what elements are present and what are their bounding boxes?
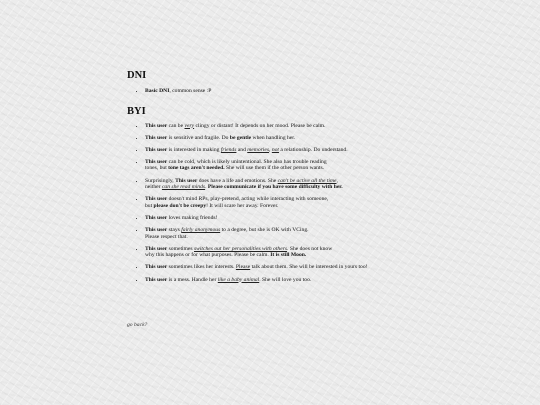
link-memories[interactable]: memories — [247, 146, 270, 153]
go-back-link[interactable]: go back? — [127, 322, 148, 328]
list-item: • This user sometimes likes her interests. Please talk about them. She will be interested in yours too! — [145, 264, 427, 271]
byi-list — [127, 123, 427, 284]
list-item: • This user stays fairly anonymous to a degree, but she is OK with VCing. Please respect that. — [145, 227, 427, 240]
link-friends[interactable]: friends — [220, 146, 237, 153]
byi-heading: BYI — [127, 105, 146, 117]
list-item: • This user can be very clingy or distant! It depends on her mood. Please be calm. — [145, 123, 427, 130]
link-switches-personalities[interactable]: switches out her personalities with others — [193, 245, 288, 252]
list-item: • This user can be cold, which is likely unintentional. She also has trouble reading tones, but tone tags aren't needed. She will use them if the other person wants. — [145, 159, 427, 172]
link-very[interactable]: very — [184, 122, 195, 129]
list-item: • This user loves making friends! — [145, 215, 427, 222]
dni-heading: DNI — [127, 70, 147, 81]
link-baby-animal[interactable]: like a baby animal — [217, 276, 260, 283]
list-item: • This user sometimes switches out her personalities with others. She does not know why this happens or for what purposes. Please be calm. It is still Moon. — [145, 246, 427, 259]
main-content — [127, 70, 427, 289]
link-read-minds[interactable]: can she read minds — [161, 184, 206, 191]
list-item: • Surprisingly, This user does have a life and emotions. She can't be active all the time, neither can she read minds. Please communicate if you have some difficulty with her. — [145, 178, 427, 191]
list-item: • This user doesn't mind RPs, play-pretend, acting while interacting with someone, but please don't be creepy! It will scare her away. Forever. — [145, 196, 427, 209]
link-cant-be-active[interactable]: can't be active all the time — [277, 177, 337, 184]
link-not[interactable]: not — [271, 146, 279, 153]
link-fairly-anonymous[interactable]: fairly anonymous — [181, 227, 221, 234]
list-item: • This user is sensitive and fragile. Do be gentle when handling her. — [145, 135, 427, 142]
list-item: • This user is interested in making friends and memories, not a relationship. Do understand. — [145, 147, 427, 154]
list-item: • This user is a mess. Handle her like a baby animal. She will love you too. — [145, 277, 427, 284]
link-please[interactable]: Please — [235, 264, 251, 271]
dni-list — [127, 88, 427, 95]
list-item: • Basic DNI, common sense :P — [145, 88, 427, 95]
